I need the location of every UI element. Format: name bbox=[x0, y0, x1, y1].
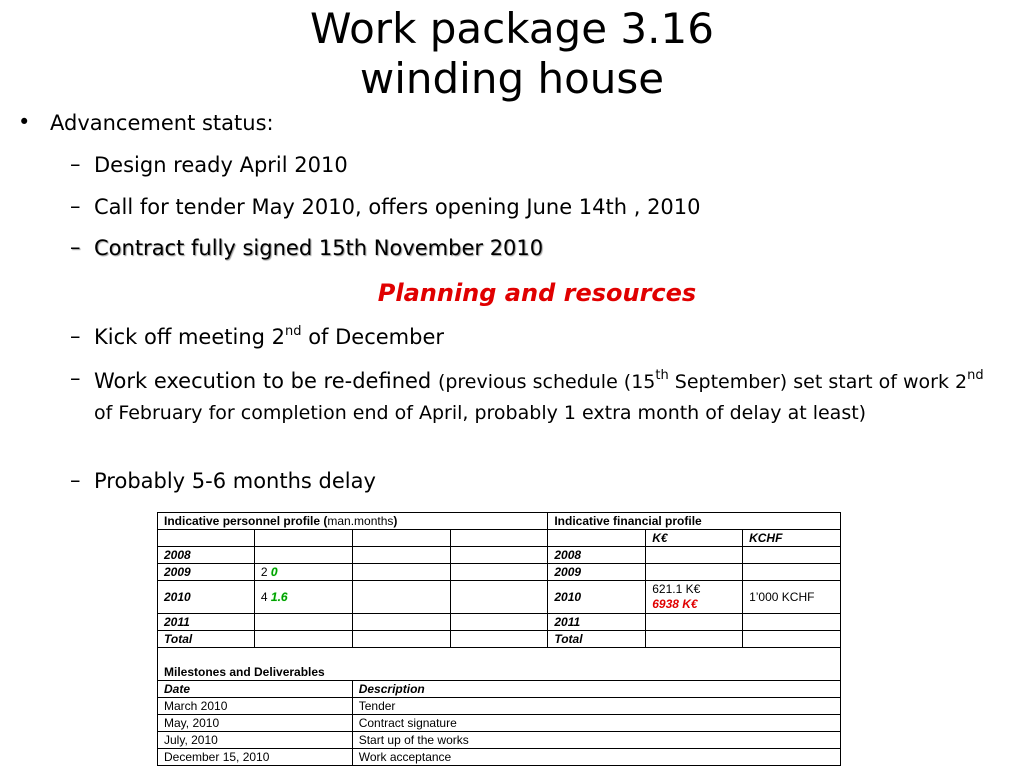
year-cell: 2011 bbox=[158, 614, 255, 631]
blank-cell bbox=[352, 530, 450, 547]
milestone-desc: Tender bbox=[352, 698, 840, 715]
year-cell: 2008 bbox=[158, 547, 255, 564]
personnel-revised-value: 0 bbox=[270, 564, 278, 579]
kickoff-post: of December bbox=[301, 325, 445, 349]
call-for-tender-item: Call for tender May 2010, offers opening June 14th , 2010 bbox=[94, 195, 701, 219]
kickoff-item bbox=[94, 324, 444, 350]
title-line-1: Work package 3.16 bbox=[310, 4, 714, 53]
blank-cell bbox=[352, 631, 450, 648]
personnel-close: ) bbox=[393, 513, 398, 528]
fin-year-cell: 2010 bbox=[548, 581, 646, 614]
title-line-2: winding house bbox=[359, 54, 665, 103]
milestone-date: May, 2010 bbox=[158, 715, 353, 732]
dash-4: – bbox=[70, 324, 81, 348]
blank-cell bbox=[548, 530, 646, 547]
blank-cell bbox=[352, 564, 450, 581]
col-kchf-header: KCHF bbox=[743, 530, 841, 547]
dash-3: – bbox=[70, 235, 81, 259]
delay-item: Probably 5-6 months delay bbox=[94, 469, 376, 493]
table-row bbox=[158, 614, 841, 631]
milestone-row bbox=[158, 732, 841, 749]
fin-year-cell: 2011 bbox=[548, 614, 646, 631]
personnel-cell bbox=[254, 547, 352, 564]
keur-value: 621.1 K€ bbox=[652, 582, 701, 596]
slide-title bbox=[0, 4, 1024, 104]
fin-year-cell: 2008 bbox=[548, 547, 646, 564]
year-cell: Total bbox=[158, 631, 255, 648]
blank-cell bbox=[352, 547, 450, 564]
blank-cell bbox=[450, 631, 548, 648]
blank-cell bbox=[450, 530, 548, 547]
bullet-dot: • bbox=[18, 110, 31, 134]
milestone-desc: Start up of the works bbox=[352, 732, 840, 749]
work-part-1: (previous schedule (15 bbox=[437, 371, 656, 393]
kchf-cell bbox=[743, 547, 841, 564]
table-row bbox=[158, 547, 841, 564]
fin-year-cell: Total bbox=[548, 631, 646, 648]
blank-cell bbox=[450, 614, 548, 631]
work-lead: Work execution to be re-defined bbox=[94, 369, 438, 393]
blank-cell bbox=[254, 530, 352, 547]
col-keur-header: K€ bbox=[646, 530, 743, 547]
table-row bbox=[158, 631, 841, 648]
milestone-date: March 2010 bbox=[158, 698, 353, 715]
work-part-3: of February for completion end of April, probably 1 extra month of delay at least) bbox=[94, 402, 867, 424]
personnel-cell bbox=[254, 581, 352, 614]
keur-cell bbox=[646, 581, 743, 614]
milestone-row bbox=[158, 749, 841, 766]
kickoff-sup: nd bbox=[285, 324, 302, 339]
keur-cell bbox=[646, 564, 743, 581]
milestone-row bbox=[158, 698, 841, 715]
year-cell: 2010 bbox=[158, 581, 255, 614]
keur-cell bbox=[646, 631, 743, 648]
blank-cell bbox=[450, 547, 548, 564]
work-part-2: September) set start of work 2 bbox=[668, 371, 968, 393]
financial-header: Indicative financial profile bbox=[548, 513, 841, 530]
dash-6: – bbox=[70, 468, 81, 492]
personnel-cell bbox=[254, 631, 352, 648]
table-row bbox=[158, 581, 841, 614]
contract-signed-item: Contract fully signed 15th November 2010 bbox=[94, 236, 544, 260]
milestone-date: December 15, 2010 bbox=[158, 749, 353, 766]
profile-table bbox=[157, 512, 841, 766]
keur-revised-value: 6938 K€ bbox=[652, 597, 698, 611]
personnel-cell bbox=[254, 564, 352, 581]
dash-5: – bbox=[70, 366, 81, 390]
milestone-date: July, 2010 bbox=[158, 732, 353, 749]
keur-cell bbox=[646, 614, 743, 631]
blank-cell bbox=[450, 564, 548, 581]
blank-cell bbox=[158, 530, 255, 547]
dash-2: – bbox=[70, 194, 81, 218]
blank-cell bbox=[352, 614, 450, 631]
personnel-value: 4 bbox=[260, 589, 268, 604]
milestones-date-header: Date bbox=[158, 681, 353, 698]
personnel-value: 2 bbox=[260, 564, 268, 579]
kchf-cell: 1’000 KCHF bbox=[743, 581, 841, 614]
work-execution-item bbox=[94, 366, 994, 428]
dash-1: – bbox=[70, 152, 81, 176]
milestone-desc: Contract signature bbox=[352, 715, 840, 732]
fin-year-cell: 2009 bbox=[548, 564, 646, 581]
personnel-revised-value: 1.6 bbox=[270, 589, 288, 604]
keur-cell bbox=[646, 547, 743, 564]
milestones-header: Milestones and Deliverables bbox=[158, 648, 841, 681]
milestones-desc-header: Description bbox=[352, 681, 840, 698]
planning-heading: Planning and resources bbox=[377, 279, 697, 307]
year-cell: 2009 bbox=[158, 564, 255, 581]
milestone-row bbox=[158, 715, 841, 732]
kchf-cell bbox=[743, 614, 841, 631]
table-row bbox=[158, 564, 841, 581]
kickoff-pre: Kick off meeting 2 bbox=[94, 325, 286, 349]
advancement-status-label: Advancement status: bbox=[50, 111, 274, 135]
work-sup-1: th bbox=[655, 368, 669, 383]
kchf-cell bbox=[743, 631, 841, 648]
personnel-unit: man.months bbox=[327, 513, 394, 528]
personnel-header-cell bbox=[158, 513, 548, 530]
kchf-cell bbox=[743, 564, 841, 581]
work-sup-2: nd bbox=[967, 368, 984, 383]
personnel-cell bbox=[254, 614, 352, 631]
design-ready-item: Design ready April 2010 bbox=[94, 153, 348, 177]
blank-cell bbox=[450, 581, 548, 614]
milestone-desc: Work acceptance bbox=[352, 749, 840, 766]
personnel-header: Indicative personnel profile ( bbox=[164, 513, 328, 528]
blank-cell bbox=[352, 581, 450, 614]
